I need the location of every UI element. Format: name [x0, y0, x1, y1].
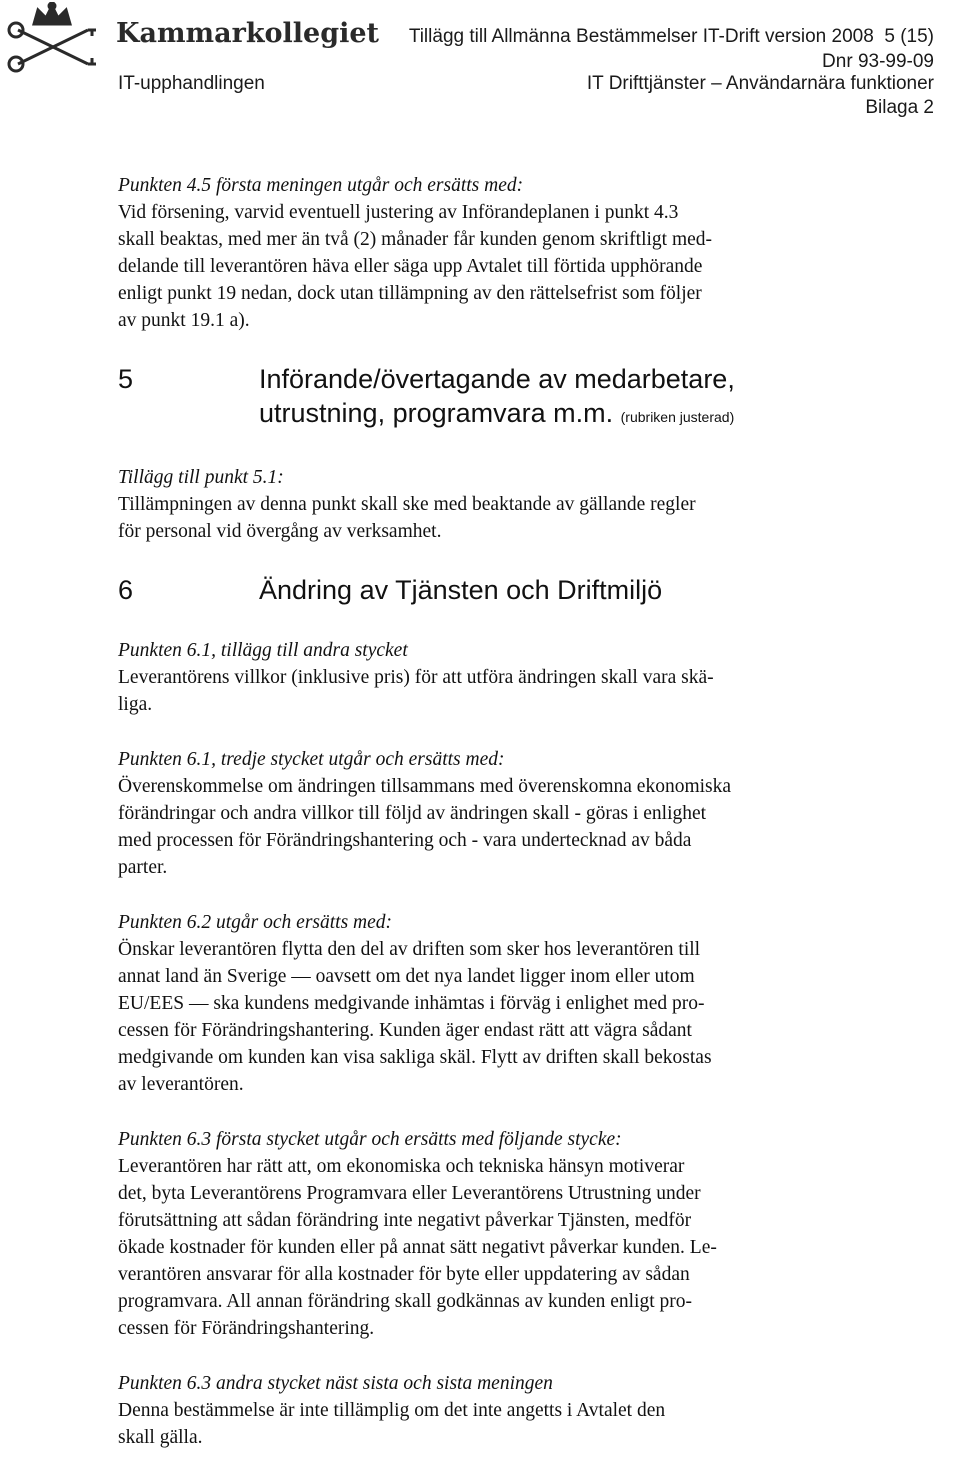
section-6-3-second — [118, 1370, 838, 1451]
text-line: parter. — [118, 857, 168, 878]
text-line: skall beaktas, med mer än två (2) månader får kunden genom skriftligt med- — [118, 229, 713, 250]
section-5-1 — [118, 464, 838, 545]
section-4-5 — [118, 172, 838, 334]
text-line: Leverantören har rätt att, om ekonomiska och tekniska hänsyn motiverar — [118, 1156, 685, 1177]
crown-keys-emblem-icon — [4, 2, 114, 74]
header-appendix: Bilaga 2 — [865, 97, 934, 118]
heading-title: Ändring av Tjänsten och Driftmiljö — [259, 575, 663, 605]
section-6-3-first — [118, 1126, 838, 1342]
heading-title: Införande/övertagande av medarbetare, — [259, 364, 735, 394]
heading-section-6 — [118, 573, 838, 607]
text-line: Denna bestämmelse är inte tillämplig om det inte angetts i Avtalet den — [118, 1400, 666, 1421]
text-line: Överenskommelse om ändringen tillsammans med överenskomna ekonomiska — [118, 776, 732, 797]
text-line: cessen för Förändringshantering. — [118, 1318, 375, 1339]
section-label: Punkten 6.3 andra stycket näst sista och sista meningen — [118, 1373, 553, 1394]
text-line: verantören ansvarar för alla kostnader för byte eller uppdatering av sådan — [118, 1264, 690, 1285]
text-line: av punkt 19.1 a). — [118, 310, 250, 331]
section-label: Punkten 6.1, tillägg till andra stycket — [118, 640, 408, 661]
header-unit: IT-upphandlingen — [118, 73, 265, 94]
kammarkollegiet-logo — [4, 2, 380, 74]
header-subject: IT Drifttjänster – Användarnära funktioner — [586, 73, 934, 94]
text-line: skall gälla. — [118, 1427, 203, 1448]
text-line: annat land än Sverige — oavsett om det nya landet ligger inom eller utom — [118, 966, 695, 987]
text-line: för personal vid övergång av verksamhet. — [118, 521, 442, 542]
heading-number: 5 — [118, 364, 134, 394]
text-line: ökade kostnader för kunden eller på annat sätt negativt påverkar kunden. Le- — [118, 1237, 717, 1258]
text-line: medgivande om kunden kan visa sakliga skäl. Flytt av driften skall bekostas — [118, 1047, 712, 1068]
text-line: Vid försening, varvid eventuell justering av Införandeplanen i punkt 4.3 — [118, 202, 679, 223]
text-line: med processen för Förändringshantering och - vara undertecknad av båda — [118, 830, 692, 851]
section-label: Punkten 6.1, tredje stycket utgår och ersätts med: — [118, 749, 505, 770]
text-line: enligt punkt 19 nedan, dock utan tillämpning av den rättelsefrist som följer — [118, 283, 702, 304]
logo-wordmark: Kammarkollegiet — [116, 18, 380, 49]
text-line: förutsättning att sådan förändring inte negativt påverkar Tjänsten, medför — [118, 1210, 692, 1231]
text-line: Tillämpningen av denna punkt skall ske med beaktande av gällande regler — [118, 494, 696, 515]
text-line: av leverantören. — [118, 1074, 244, 1095]
heading-section-5 — [118, 362, 838, 434]
text-line: EU/EES — ska kundens medgivande inhämtas i förväg i enlighet med pro- — [118, 993, 705, 1014]
section-label: Punkten 6.2 utgår och ersätts med: — [118, 912, 393, 933]
text-line: Önskar leverantören flytta den del av driften som sker hos leverantören till — [118, 939, 701, 960]
text-line: Leverantörens villkor (inklusive pris) för att utföra ändringen skall vara skä- — [118, 667, 714, 688]
document-title: Tillägg till Allmänna Bestämmelser IT-Drift version 2008 — [408, 26, 874, 47]
page-number: 5 (15) — [884, 26, 934, 47]
header-title-line — [409, 26, 934, 48]
text-line: cessen för Förändringshantering. Kunden äger endast rätt att vägra sådant — [118, 1020, 692, 1041]
document-dnr: Dnr 93-99-09 — [822, 51, 934, 72]
text-line: delande till leverantören häva eller säga upp Avtalet till förtida upphörande — [118, 256, 703, 277]
section-6-2 — [118, 909, 838, 1098]
text-line: förändringar och andra villkor till följd av ändringen skall - göras i enlighet — [118, 803, 707, 824]
heading-note: (rubriken justerad) — [620, 409, 735, 425]
text-line: liga. — [118, 694, 153, 715]
text-line: programvara. All annan förändring skall godkännas av kunden enligt pro- — [118, 1291, 693, 1312]
document-body — [118, 172, 838, 1479]
heading-title: utrustning, programvara m.m. — [259, 398, 614, 428]
section-6-1-third — [118, 746, 838, 881]
section-6-1-second — [118, 637, 838, 718]
section-label: Tillägg till punkt 5.1: — [118, 467, 284, 488]
section-label: Punkten 6.3 första stycket utgår och ersätts med följande stycke: — [118, 1129, 622, 1150]
text-line: det, byta Leverantörens Programvara eller Leverantörens Utrustning under — [118, 1183, 701, 1204]
section-label: Punkten 4.5 första meningen utgår och ersätts med: — [118, 175, 524, 196]
heading-number: 6 — [118, 575, 134, 605]
